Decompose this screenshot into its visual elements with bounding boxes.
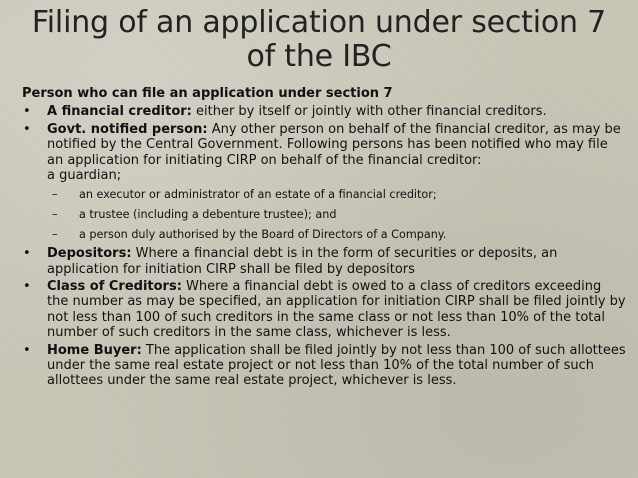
sub-item	[47, 207, 626, 223]
item-label: A financial creditor:	[47, 104, 192, 120]
item-text: either by itself or jointly with other financial creditors.	[191, 104, 547, 120]
slide-title	[18, 6, 620, 74]
sub-item-text: a person duly authorised by the Board of Directors of a Company.	[79, 227, 447, 241]
item-label: Home Buyer:	[47, 342, 142, 358]
bullet-icon: •	[23, 121, 31, 137]
slide-content	[22, 86, 626, 391]
item-label: Depositors:	[47, 246, 132, 262]
bullet-list	[22, 104, 626, 388]
bullet-icon: •	[23, 279, 31, 295]
item-text: The application shall be filed jointly by not less than 100 of such allottees under the same real estate project or not less than 10% of the total number of such allottees under the same real estate project, whichever is less.	[47, 342, 626, 389]
title-line-1: Filing of an application under section 7	[31, 5, 607, 40]
title-line-2: of the IBC	[246, 39, 392, 74]
subheading: Person who can file an application under section 7	[22, 86, 393, 101]
item-label: Govt. notified person:	[47, 121, 208, 137]
sub-list	[47, 187, 626, 242]
dash-icon: –	[52, 208, 58, 222]
item-text: Where a financial debt is in the form of securities or deposits, an application for initiation CIRP shall be filed by depositors	[47, 246, 558, 277]
bullet-item-depositors	[22, 246, 626, 277]
bullet-item-home-buyer	[22, 343, 626, 389]
item-label: Class of Creditors:	[47, 279, 182, 295]
bullet-item-class-of-creditors	[22, 279, 626, 341]
item-text: Any other person on behalf of the financial creditor, as may be notified by the Central Government. Following persons has been notified who may file an application for initiating CIRP on behalf of the financial creditor:	[47, 121, 621, 168]
sub-item	[47, 187, 626, 203]
sub-item-text: an executor or administrator of an estate of a financial creditor;	[79, 188, 437, 202]
bullet-icon: •	[23, 342, 31, 358]
dash-icon: –	[52, 227, 58, 241]
item-extra-text: a guardian;	[47, 168, 122, 184]
sub-item-text: a trustee (including a debenture trustee); and	[79, 208, 337, 222]
item-text: Where a financial debt is owed to a class of creditors exceeding the number as may be specified, an application for initiation CIRP shall be filed jointly by not less than 100 of such creditors in the same class or not less than 10% of the total number of such creditors in the same class, whichever is less.	[47, 279, 626, 341]
bullet-icon: •	[23, 246, 31, 262]
dash-icon: –	[52, 188, 58, 202]
bullet-icon: •	[23, 104, 31, 120]
bullet-item-financial-creditor	[22, 104, 626, 119]
bullet-item-govt-notified-person	[22, 122, 626, 242]
sub-item	[47, 227, 626, 243]
